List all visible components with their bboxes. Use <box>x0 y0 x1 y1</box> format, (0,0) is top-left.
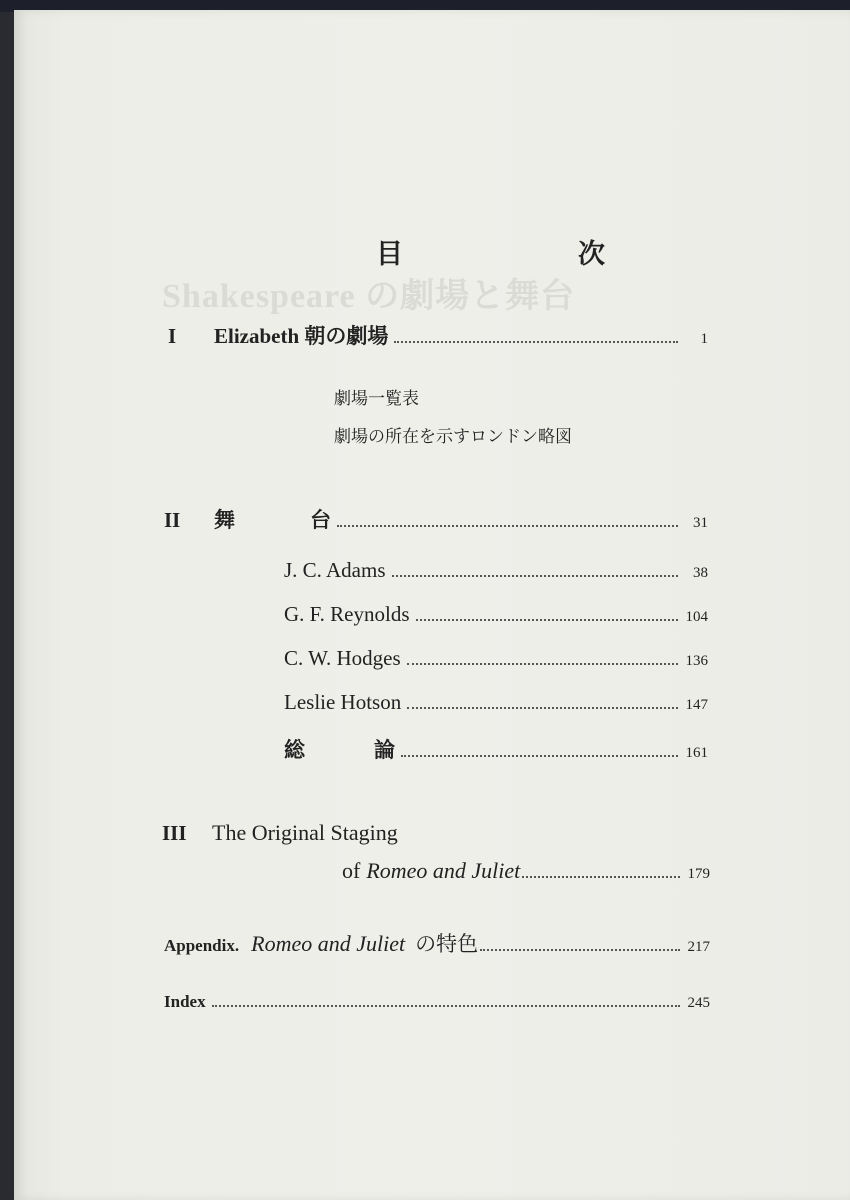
appendix-title-suffix: の特色 <box>415 932 479 956</box>
section-number: I <box>168 324 177 348</box>
toc-entry-reynolds <box>284 602 708 627</box>
section-title: The Original Staging <box>212 820 398 845</box>
toc-entry-section-1 <box>168 320 708 350</box>
toc-entry-section-3-line2 <box>342 858 710 884</box>
index-label: Index <box>164 992 206 1011</box>
page-number: 104 <box>685 609 708 625</box>
page-number: 31 <box>693 515 708 531</box>
book-page <box>14 10 850 1200</box>
page-number: 217 <box>687 939 710 955</box>
toc-entry-section-3-line1 <box>162 820 398 846</box>
section-title-part-b: 台 <box>310 508 331 532</box>
dot-leader <box>337 525 678 527</box>
dot-leader <box>394 341 678 343</box>
dot-leader <box>407 663 678 665</box>
page-number: 245 <box>687 995 710 1011</box>
toc-entry-hotson <box>284 690 708 715</box>
dot-leader <box>407 707 678 709</box>
subitem-theatre-list: 劇場一覧表 <box>334 389 419 408</box>
page-title: 目 次 <box>376 239 679 269</box>
page-number: 161 <box>685 745 708 761</box>
section-title-prefix: of <box>342 858 361 883</box>
toc-entry-section-2 <box>164 504 708 534</box>
entry-title: C. W. Hodges <box>284 646 401 670</box>
appendix-label: Appendix. <box>164 936 240 955</box>
dot-leader <box>392 575 678 577</box>
section-title-italic: Romeo and Juliet <box>366 858 521 883</box>
toc-entry-hodges <box>284 646 708 671</box>
subitem-london-map: 劇場の所在を示すロンドン略図 <box>334 427 572 446</box>
section-title-part-a: 舞 <box>214 508 235 532</box>
toc-entry-adams <box>284 558 708 583</box>
section-title: Elizabeth 朝の劇場 <box>214 324 389 348</box>
entry-title-part-a: 総 <box>284 738 305 762</box>
toc-entry-index <box>164 992 710 1012</box>
page-number: 179 <box>687 866 710 882</box>
section-number: II <box>164 508 181 532</box>
page-number: 1 <box>700 331 708 347</box>
dot-leader <box>401 755 678 757</box>
entry-title-part-b: 論 <box>374 738 395 762</box>
page-number: 38 <box>693 565 708 581</box>
entry-title: G. F. Reynolds <box>284 602 410 626</box>
dot-leader <box>212 1005 680 1007</box>
dot-leader <box>522 876 680 878</box>
page-number: 147 <box>685 697 708 713</box>
section-number: III <box>162 821 187 845</box>
appendix-title-italic: Romeo and Juliet <box>251 931 406 956</box>
toc-entry-summary <box>284 734 708 764</box>
toc-entry-appendix <box>164 928 710 958</box>
entry-title: Leslie Hotson <box>284 690 402 714</box>
page-number: 136 <box>685 653 708 669</box>
bleed-through-text: Shakespeare の劇場と舞台 <box>162 278 576 315</box>
dot-leader <box>480 949 680 951</box>
entry-title: J. C. Adams <box>284 558 386 582</box>
dot-leader <box>416 619 679 621</box>
